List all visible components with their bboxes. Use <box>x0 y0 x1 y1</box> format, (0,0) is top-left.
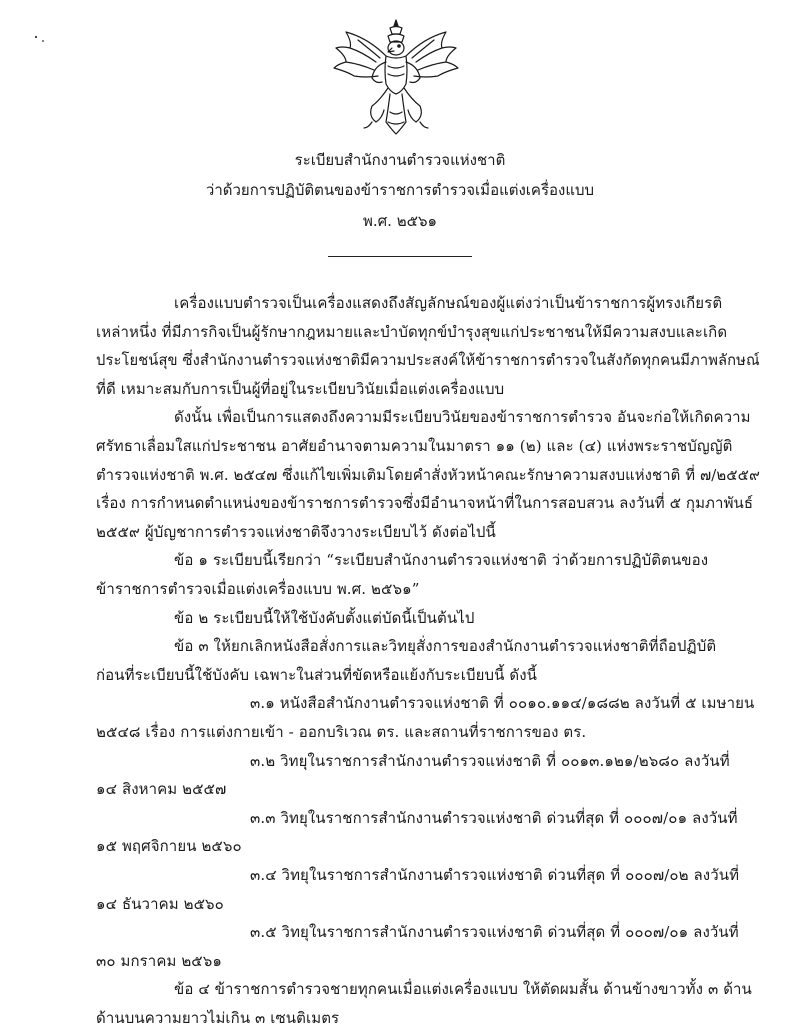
paragraph-2-line: ๒๕๕๙ ผู้บัญชาการตำรวจแห่งชาติจึงวางระเบียบไว้ ดังต่อไปนี้ <box>96 523 496 541</box>
title-divider <box>328 256 472 257</box>
scan-specks <box>30 30 60 50</box>
subitem-3-3-line: ๓.๓ วิทยุในราชการสำนักงานตำรวจแห่งชาติ ด่วนที่สุด ที่ ๐๐๐๗/๐๑ ลงวันที่ <box>250 809 738 827</box>
clause-4-line: ด้านบนความยาวไม่เกิน ๓ เซนติเมตร <box>96 1009 340 1027</box>
garuda-emblem-icon <box>328 18 464 138</box>
subitem-3-3-line: ๑๕ พฤศจิกายน ๒๕๖๐ <box>96 837 242 855</box>
paragraph-1-line: เหล่าหนึ่ง ที่มีภารกิจเป็นผู้รักษากฎหมายและบำบัดทุกข์บำรุงสุขแก่ประชาชนให้มีความสงบและเกิด <box>96 323 728 341</box>
subitem-3-4-line: ๓.๔ วิทยุในราชการสำนักงานตำรวจแห่งชาติ ด่วนที่สุด ที่ ๐๐๐๗/๐๒ ลงวันที่ <box>250 866 740 884</box>
regulation-subtitle: ว่าด้วยการปฏิบัติตนของข้าราชการตำรวจเมื่อแต่งเครื่องแบบ <box>205 181 595 199</box>
paragraph-2-line: เรื่อง การกำหนดตำแหน่งของข้าราชการตำรวจซึ่งมีอำนาจหน้าที่ในการสอบสวน ลงวันที่ ๕ กุมภาพันธ์ <box>96 494 754 512</box>
clause-1-line: ข้าราชการตำรวจเมื่อแต่งเครื่องแบบ พ.ศ. ๒๕๖๑” <box>96 580 420 598</box>
clause-1-line: ข้อ ๑ ระเบียบนี้เรียกว่า “ระเบียบสำนักงานตำรวจแห่งชาติ ว่าด้วยการปฏิบัติตนของ <box>174 551 709 569</box>
subitem-3-5-line: ๓.๕ วิทยุในราชการสำนักงานตำรวจแห่งชาติ ด่วนที่สุด ที่ ๐๐๐๗/๐๑ ลงวันที่ <box>250 923 739 941</box>
subitem-3-4-line: ๑๔ ธันวาคม ๒๕๖๐ <box>96 895 224 913</box>
regulation-title: ระเบียบสำนักงานตำรวจแห่งชาติ <box>294 151 506 169</box>
subitem-3-2-line: ๑๔ สิงหาคม ๒๕๕๗ <box>96 780 227 798</box>
subitem-3-2-line: ๓.๒ วิทยุในราชการสำนักงานตำรวจแห่งชาติ ที่ ๐๐๑๓.๑๒๑/๒๖๘๐ ลงวันที่ <box>250 752 730 770</box>
subitem-3-1-line: ๓.๑ หนังสือสำนักงานตำรวจแห่งชาติ ที่ ๐๐๑๐.๑๑๔/๑๘๘๒ ลงวันที่ ๕ เมษายน <box>250 694 755 712</box>
paragraph-1-line: เครื่องแบบตำรวจเป็นเครื่องแสดงถึงสัญลักษณ์ของผู้แต่งว่าเป็นข้าราชการผู้ทรงเกียรติ <box>174 294 723 312</box>
clause-3-line: ข้อ ๓ ให้ยกเลิกหนังสือสั่งการและวิทยุสั่งการของสำนักงานตำรวจแห่งชาติที่ถือปฏิบัติ <box>174 637 717 655</box>
regulation-year: พ.ศ. ๒๕๖๑ <box>363 212 437 230</box>
paragraph-2-line: ตำรวจแห่งชาติ พ.ศ. ๒๕๔๗ ซึ่งแก้ไขเพิ่มเติมโดยคำสั่งหัวหน้าคณะรักษาความสงบแห่งชาติ ที่ ๗/๒๕๕๙ <box>96 466 760 484</box>
clause-2-line: ข้อ ๒ ระเบียบนี้ให้ใช้บังคับตั้งแต่บัดนี้เป็นต้นไป <box>174 609 475 627</box>
paragraph-2-line: ศรัทธาเลื่อมใสแก่ประชาชน อาศัยอำนาจตามความในมาตรา ๑๑ (๒) และ (๔) แห่งพระราชบัญญัติ <box>96 437 733 455</box>
clause-4-line: ข้อ ๔ ข้าราชการตำรวจชายทุกคนเมื่อแต่งเครื่องแบบ ให้ตัดผมสั้น ด้านข้างขาวทั้ง ๓ ด้าน <box>174 980 752 998</box>
clause-3-line: ก่อนที่ระเบียบนี้ใช้บังคับ เฉพาะในส่วนที่ขัดหรือแย้งกับระเบียบนี้ ดังนี้ <box>96 666 537 684</box>
subitem-3-5-line: ๓๐ มกราคม ๒๕๖๑ <box>96 952 222 970</box>
paragraph-1-line: ประโยชน์สุข ซึ่งสำนักงานตำรวจแห่งชาติมีความประสงค์ให้ข้าราชการตำรวจในสังกัดทุกคนมีภาพลักษณ์ <box>96 351 760 369</box>
paragraph-1-line: ที่ดี เหมาะสมกับการเป็นผู้ที่อยู่ในระเบียบวินัยเมื่อแต่งเครื่องแบบ <box>96 380 505 398</box>
paragraph-2-line: ดังนั้น เพื่อเป็นการแสดงถึงความมีระเบียบวินัยของข้าราชการตำรวจ อันจะก่อให้เกิดความ <box>174 408 751 426</box>
subitem-3-1-line: ๒๕๔๘ เรื่อง การแต่งกายเข้า - ออกบริเวณ ตร. และสถานที่ราชการของ ตร. <box>96 723 587 741</box>
